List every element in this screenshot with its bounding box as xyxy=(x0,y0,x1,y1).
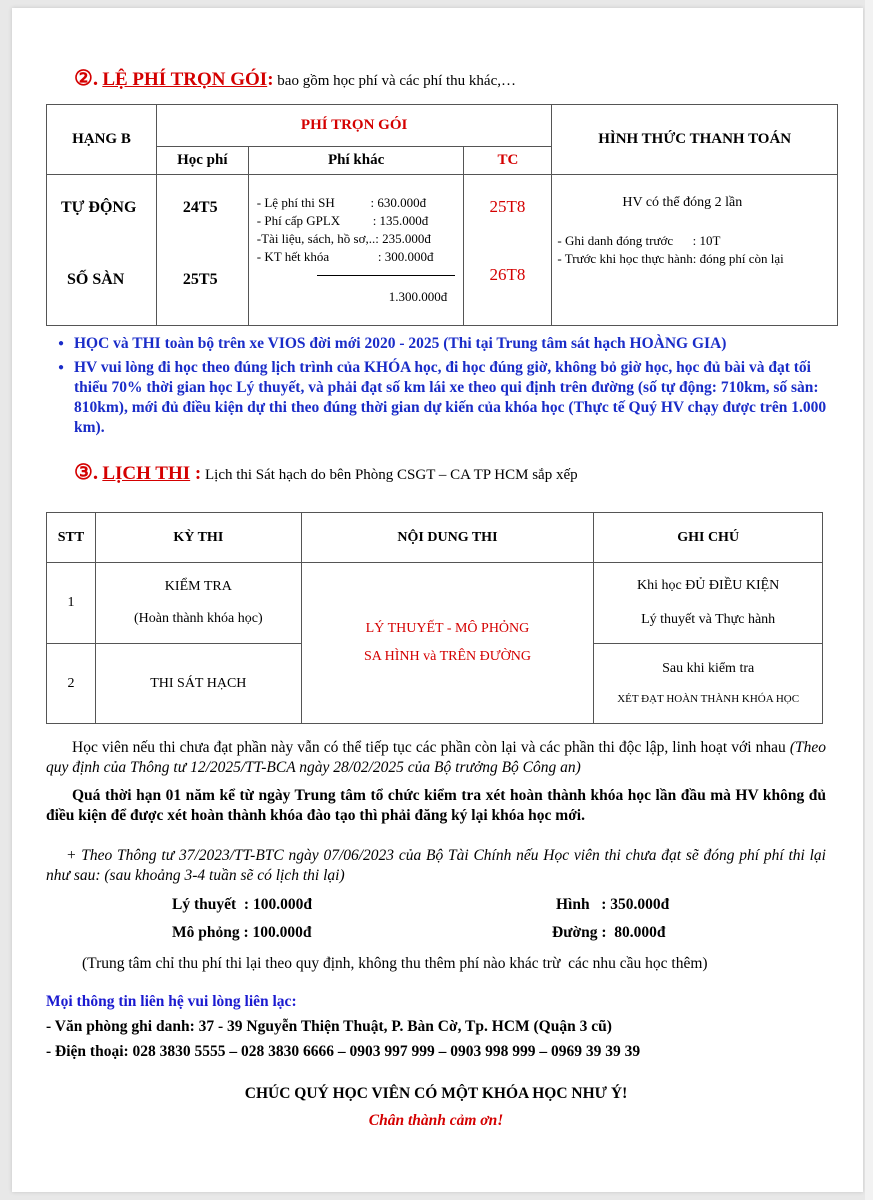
section-3-heading xyxy=(74,460,578,485)
retest-ly-thuyet: Lý thuyết : 100.000đ xyxy=(172,896,312,913)
fee-sum-line xyxy=(317,275,455,276)
fee-item-tai-lieu: -Tài liệu, sách, hồ sơ,..: 235.000đ xyxy=(256,231,431,246)
exam-row-1-stt: 1 xyxy=(47,563,96,644)
bullet-attendance: ● HV vui lòng đi học theo đúng lịch trình của KHÓA học, đi học đúng giờ, không bỏ giờ học, học đủ bài và đạt tối thiểu 70% thời gian học Lý thuyết, và phải đạt số km lái xe theo qui định trên đường (số tự động: 710km, số sàn: 810km), mới đủ điều kiện dự thi theo đúng thời gian dự kiến của khóa học (Thực tế Quý HV chạy được trên 1.000 km). xyxy=(60,358,830,438)
fee-table-col-hoc-phi: Học phí xyxy=(156,147,248,175)
exam-header-stt: STT xyxy=(47,513,96,563)
fee-table-labels xyxy=(47,175,157,326)
exam-table xyxy=(46,512,823,724)
paragraph-continue-rule-citation: (Theo quy định của Thông tư 12/2025/TT-BCA ngày 28/02/2025 của Bộ trưởng Bộ Công an) xyxy=(46,739,826,776)
closing-wish: CHÚC QUÝ HỌC VIÊN CÓ MỘT KHÓA HỌC NHƯ Ý! xyxy=(244,1085,628,1102)
section-2-heading xyxy=(74,66,516,91)
section-3-subtitle: Lịch thi Sát hạch do bên Phòng CSGT – CA TP HCM sắp xếp xyxy=(201,467,578,483)
row-so-san-tc: 26T8 xyxy=(489,265,526,284)
payment-two-times: HV có thể đóng 2 lần xyxy=(622,195,743,210)
exam-header-noi-dung: NỘI DUNG THI xyxy=(301,513,594,563)
exam-row-1-ky-thi-line2: (Hoàn thành khóa học) xyxy=(133,611,263,626)
closing-thanks: Chân thành cảm ơn! xyxy=(368,1112,504,1129)
payment-remaining: - Trước khi học thực hành: đóng phí còn lại xyxy=(557,251,784,266)
paragraph-continue-rule-text: Học viên nếu thi chưa đạt phần này vẫn có thể tiếp tục các phần còn lại và các phần thi độc lập, linh hoạt với nhau xyxy=(72,739,790,756)
exam-row-1-ghi-chu-line1: Khi học ĐỦ ĐIỀU KIỆN xyxy=(636,578,780,593)
paragraph-retest-fee: + Theo Thông tư 37/2023/TT-BTC ngày 07/06/2023 của Bộ Tài Chính nếu Học viên thi chưa đạt sẽ đóng phí phí thi lại như sau: (sau khoảng 3-4 tuần sẽ có lịch thi lại) xyxy=(46,847,826,884)
section-2-subtitle: bao gồm học phí và các phí thu khác,… xyxy=(273,73,516,89)
fee-table-hang: HẠNG B xyxy=(47,105,157,175)
exam-row-2-ghi-chu-line1: Sau khi kiểm tra xyxy=(662,660,755,676)
fee-item-kt-het-khoa: - KT hết khóa : 300.000đ xyxy=(256,249,434,264)
fee-table-payment-cell xyxy=(552,175,838,326)
row-tu-dong-label: TỰ ĐỘNG xyxy=(61,199,137,216)
exam-header-ky-thi: KỲ THI xyxy=(95,513,301,563)
exam-content-line1: LÝ THUYẾT - MÔ PHỎNG xyxy=(365,621,530,636)
fee-table-phi-tron-goi: PHÍ TRỌN GÓI xyxy=(156,105,551,147)
retest-hinh: Hình : 350.000đ xyxy=(556,896,670,913)
fee-table-col-tc: TC xyxy=(464,147,552,175)
exam-row-1-ghi-chu-line2: Lý thuyết và Thực hành xyxy=(641,612,776,627)
fee-table-col-phi-khac: Phí khác xyxy=(248,147,464,175)
paragraph-continue-rule xyxy=(46,738,826,778)
fee-table-phi-khac-cell xyxy=(248,175,464,326)
exam-content-cell xyxy=(301,563,594,724)
exam-row-2-stt: 2 xyxy=(47,644,96,724)
retest-duong: Đường : 80.000đ xyxy=(552,924,666,941)
paragraph-one-year-rule: Quá thời hạn 01 năm kể từ ngày Trung tâm tổ chức kiểm tra xét hoàn thành khóa học lần đầu mà HV không đủ điều kiện để được xét hoàn thành khóa đào tạo thì phải đăng ký lại khóa học mới. xyxy=(46,787,826,824)
section-3-number: ③. xyxy=(74,460,99,484)
exam-row-1-ky-thi xyxy=(95,563,301,644)
retest-note: (Trung tâm chỉ thu phí thi lại theo quy định, không thu thêm phí nào khác trừ các nhu cầu học thêm) xyxy=(82,955,708,972)
row-so-san-hoc-phi: 25T5 xyxy=(182,271,218,288)
exam-row-2-ky-thi: THI SÁT HẠCH xyxy=(95,644,301,724)
bullet-vios: ● HỌC và THI toàn bộ trên xe VIOS đời mới 2020 - 2025 (Thi tại Trung tâm sát hạch HOÀNG GIA) xyxy=(60,334,830,354)
notice-bullets xyxy=(60,334,830,442)
exam-row-1-ky-thi-line1: KIỂM TRA xyxy=(164,579,232,594)
row-tu-dong-tc: 25T8 xyxy=(489,197,526,216)
payment-deposit: - Ghi danh đóng trước : 10T xyxy=(557,233,721,248)
retest-mo-phong: Mô phỏng : 100.000đ xyxy=(172,924,312,941)
section-2-title: LỆ PHÍ TRỌN GÓI xyxy=(102,69,268,90)
exam-row-2-ghi-chu xyxy=(594,644,823,724)
exam-row-2-ghi-chu-line2: XÉT ĐẠT HOÀN THÀNH KHÓA HỌC xyxy=(617,692,800,705)
section-3-colon: : xyxy=(190,463,202,484)
section-3-title: LỊCH THI xyxy=(102,463,191,484)
contact-heading: Mọi thông tin liên hệ vui lòng liên lạc: xyxy=(46,993,297,1010)
contact-phone: - Điện thoại: 028 3830 5555 – 028 3830 6666 – 0903 997 999 – 0903 998 999 – 0969 39 39 39 xyxy=(46,1043,641,1060)
section-2-colon: : xyxy=(267,69,274,90)
scrollbar[interactable] xyxy=(865,0,873,1200)
fee-table-tc-cells xyxy=(464,175,552,326)
section-2-number: ②. xyxy=(74,66,99,90)
fee-table-hinh-thuc: HÌNH THỨC THANH TOÁN xyxy=(552,105,838,175)
row-so-san-label: SỐ SÀN xyxy=(67,271,125,288)
exam-header-ghi-chu: GHI CHÚ xyxy=(594,513,823,563)
fee-item-phi-cap-gplx: - Phí cấp GPLX : 135.000đ xyxy=(256,213,429,228)
fee-table-hoc-phi-cells xyxy=(156,175,248,326)
exam-row-1-ghi-chu xyxy=(594,563,823,644)
fee-item-le-phi-thi: - Lệ phí thi SH : 630.000đ xyxy=(256,195,427,210)
contact-office: - Văn phòng ghi danh: 37 - 39 Nguyễn Thiện Thuật, P. Bàn Cờ, Tp. HCM (Quận 3 cũ) xyxy=(46,1018,612,1035)
exam-content-line2: SA HÌNH và TRÊN ĐƯỜNG xyxy=(364,649,531,664)
fee-table xyxy=(46,104,838,326)
fee-total: 1.300.000đ xyxy=(388,289,448,304)
row-tu-dong-hoc-phi: 24T5 xyxy=(182,199,218,216)
